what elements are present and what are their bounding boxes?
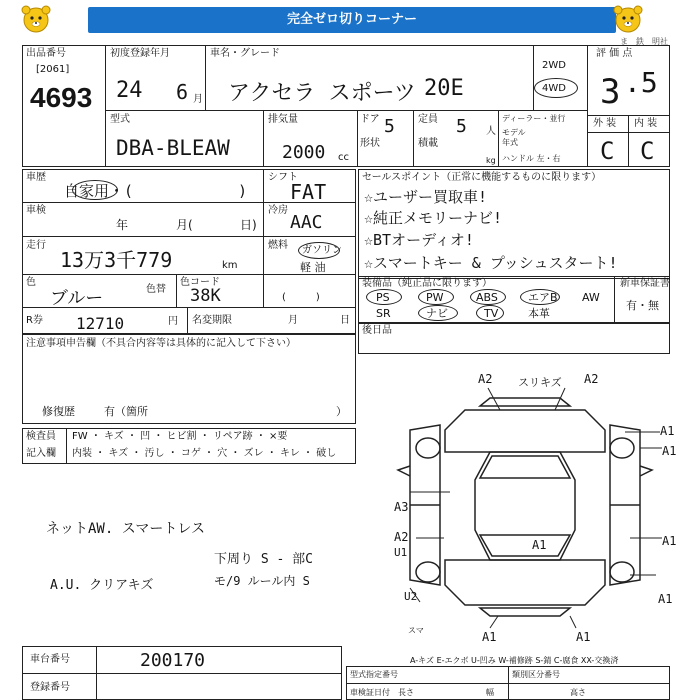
capacity-value: 5 — [456, 116, 467, 137]
color-code-label: 色コード — [180, 277, 220, 288]
height-label: 高さ — [570, 688, 586, 697]
after-items-label: 後日品 — [362, 325, 392, 336]
inspector-row-1: FW ・ キズ ・ 凹 ・ ヒビ割 ・ リペア跡 ・ ×要 — [72, 431, 288, 442]
registration-label: 登録番号 — [30, 682, 70, 693]
score-sub: .5 — [624, 66, 658, 99]
inspector-label-2: 記入欄 — [26, 448, 56, 459]
recycle-value: 12710 — [76, 314, 125, 333]
diag-label-scratch: スリキズ — [518, 376, 562, 389]
diag-label-a1-3: A1 — [532, 538, 547, 552]
selling-point-2: ☆純正メモリーナビ! — [364, 209, 503, 227]
after-items-box — [358, 322, 670, 354]
shift-value: FAT — [290, 180, 327, 204]
color-value: ブルー — [50, 288, 104, 309]
car-label: 車名・グレード — [210, 48, 280, 59]
page-title: 完全ゼロ切りコーナー — [286, 12, 417, 27]
chassis-value: 200170 — [140, 650, 206, 671]
first-reg-month-unit: 月 — [193, 94, 203, 105]
inspection-label: 車検 — [26, 205, 46, 216]
diag-label-u2: U2 — [404, 590, 418, 603]
recycle-unit: 円 — [168, 316, 178, 327]
equip-pw: PW — [426, 291, 444, 304]
equip-circle — [366, 289, 402, 305]
equipment-label: 装備品（純正品に限ります） — [362, 278, 492, 289]
equip-circle — [418, 305, 458, 321]
equip-sr: SR — [376, 307, 391, 320]
capacity-label: 定員 — [418, 114, 438, 125]
ac-value: AAC — [290, 212, 323, 233]
score-main: 3 — [600, 72, 621, 112]
inspection-month: 月( — [176, 218, 193, 232]
diag-label-a1-1: A1 — [660, 424, 675, 438]
int-label: 内 装 — [634, 118, 658, 129]
inspector-label-1: 検査員 — [26, 431, 56, 442]
doors-value: 5 — [384, 116, 395, 137]
car-grade: 20E — [424, 76, 464, 101]
equip-aw: AW — [582, 291, 600, 304]
chassis-label: 車台番号 — [30, 654, 70, 665]
diag-label-a1-7: A1 — [576, 630, 591, 644]
equip-ps: PS — [376, 291, 390, 304]
score-label: 評 価 点 — [596, 48, 633, 59]
first-reg-label: 初度登録年月 — [110, 48, 170, 59]
year-label: 年式 — [502, 138, 518, 147]
fuel-other: ( ) — [282, 292, 320, 303]
type-number-label: 型式指定番号 — [350, 670, 398, 679]
equip-circle — [418, 289, 454, 305]
mileage-unit: km — [222, 260, 238, 271]
diag-label-a1-2: A1 — [662, 444, 677, 458]
equip-navi: ナビ — [426, 307, 448, 320]
mascot-icon — [20, 3, 52, 35]
diag-label-a2: A2 — [394, 530, 409, 544]
diag-label-sma: スマ — [408, 626, 424, 635]
color-label: 色 — [26, 277, 36, 288]
equip-circle — [476, 305, 504, 321]
diag-label-a1-4: A1 — [662, 534, 677, 548]
mileage-value: 13万3千779 — [60, 248, 173, 272]
class-number-label: 類別区分番号 — [512, 670, 560, 679]
name-change-label: 名変期限 — [192, 315, 232, 326]
fuel-diesel: 軽 油 — [300, 261, 326, 274]
color-code-value: 38K — [190, 286, 221, 306]
mileage-label: 走行 — [26, 240, 46, 251]
note-line-3: A.U. クリアキズ — [50, 578, 154, 593]
displacement-value: 2000 — [282, 142, 326, 163]
drive-2wd: 2WD — [542, 60, 566, 71]
note-line-2: 下周り S - 部C — [214, 552, 313, 567]
usage-label: 車歴 — [26, 172, 46, 183]
ac-label: 冷房 — [268, 205, 288, 216]
model-year-label: モデル — [502, 128, 526, 137]
dealer-label: ディーラー・並行 — [502, 114, 566, 123]
selling-point-1: ☆ユーザー買取車! — [364, 188, 488, 206]
diag-label-u1: U1 — [394, 546, 408, 559]
shift-label: シフト — [268, 172, 298, 183]
equip-circle — [470, 289, 506, 305]
lot-sub: [2061] — [36, 64, 70, 75]
equip-airbag: エアB — [528, 291, 558, 304]
color-change-label: 色替 — [146, 284, 166, 295]
lot-label: 出品番号 — [26, 48, 66, 59]
note-line-4: モ/9 ルール内 S — [214, 574, 310, 588]
ext-score: C — [600, 137, 615, 165]
width-label: 幅 — [486, 688, 494, 697]
drive-4wd: 4WD — [542, 83, 566, 94]
model-value: DBA-BLEAW — [116, 136, 230, 160]
doors-shape-label: 形状 — [360, 138, 380, 149]
lot-number: 4693 — [30, 82, 93, 113]
warranty-value: 有・無 — [626, 299, 659, 312]
usage-value: 自家用・( ) — [64, 182, 248, 200]
selling-points-label: セールスポイント（正常に機能するものに限ります） — [362, 172, 602, 183]
inspection-day: 日) — [240, 218, 257, 232]
name-change-day: 日 — [340, 315, 350, 326]
damage-legend: A-キズ E-エクボ U-凹み W-補修跡 S-錆 C-腐食 XX-交換済 — [410, 656, 619, 665]
note-line-1: ネットAW. スマートレス — [46, 521, 206, 537]
recycle-label: R券 — [26, 315, 43, 326]
fuel-gasoline: ガソリン — [302, 245, 342, 256]
handle-label: ハンドル 左・右 — [502, 154, 561, 163]
equip-tv: TV — [484, 307, 499, 320]
selling-point-4: ☆スマートキー & プッシュスタート! — [364, 254, 618, 272]
car-damage-diagram — [380, 370, 700, 640]
diag-label-a3: A3 — [394, 500, 409, 514]
inspector-row-2: 内装 ・ キズ ・ 汚し ・ コゲ ・ 穴 ・ ズレ ・ キレ ・ 破し — [72, 448, 337, 459]
length-label: 長さ — [398, 688, 414, 697]
name-change-month: 月 — [288, 315, 298, 326]
diag-label-a1-5: A1 — [658, 592, 673, 606]
diag-label-a1-6: A1 — [482, 630, 497, 644]
displacement-unit: cc — [338, 152, 349, 163]
diag-label-a2-left: A2 — [478, 372, 493, 386]
stamp-text: ま 鉄 明社 — [620, 37, 668, 46]
selling-point-3: ☆BTオーディオ! — [364, 231, 474, 249]
first-reg-month: 6 — [176, 80, 189, 104]
fuel-label: 燃料 — [268, 240, 288, 251]
ext-label: 外 装 — [593, 118, 617, 129]
reg-date-label: 車検証日付 — [350, 688, 390, 697]
capacity-unit: 人 — [486, 126, 496, 137]
capacity-kg: kg — [486, 156, 496, 165]
doors-label: ドア — [360, 114, 380, 125]
notes-label: 注意事項申告欄（不具合内容等は具体的に記入して下さい） — [26, 338, 296, 349]
capacity-load-label: 積載 — [418, 138, 438, 149]
int-score: C — [640, 137, 655, 165]
inspection-year: 年 — [116, 218, 129, 232]
first-reg-year: 24 — [116, 78, 143, 103]
warranty-label: 新車保証書 — [620, 278, 670, 289]
page-header — [0, 0, 700, 40]
header-title-bar — [88, 7, 616, 33]
repair-value: 有（箇所 — [104, 405, 148, 418]
displacement-label: 排気量 — [268, 114, 298, 125]
car-name: アクセラ スポーツ — [228, 81, 416, 106]
repair-label: 修復歴 — [42, 405, 75, 418]
equip-abs: ABS — [476, 291, 498, 304]
model-label: 型式 — [110, 114, 130, 125]
repair-close: ） — [336, 405, 347, 418]
diag-label-a2-right: A2 — [584, 372, 599, 386]
mascot-icon — [612, 3, 644, 35]
equip-circle — [520, 289, 560, 305]
equip-leather: 本革 — [528, 307, 550, 320]
